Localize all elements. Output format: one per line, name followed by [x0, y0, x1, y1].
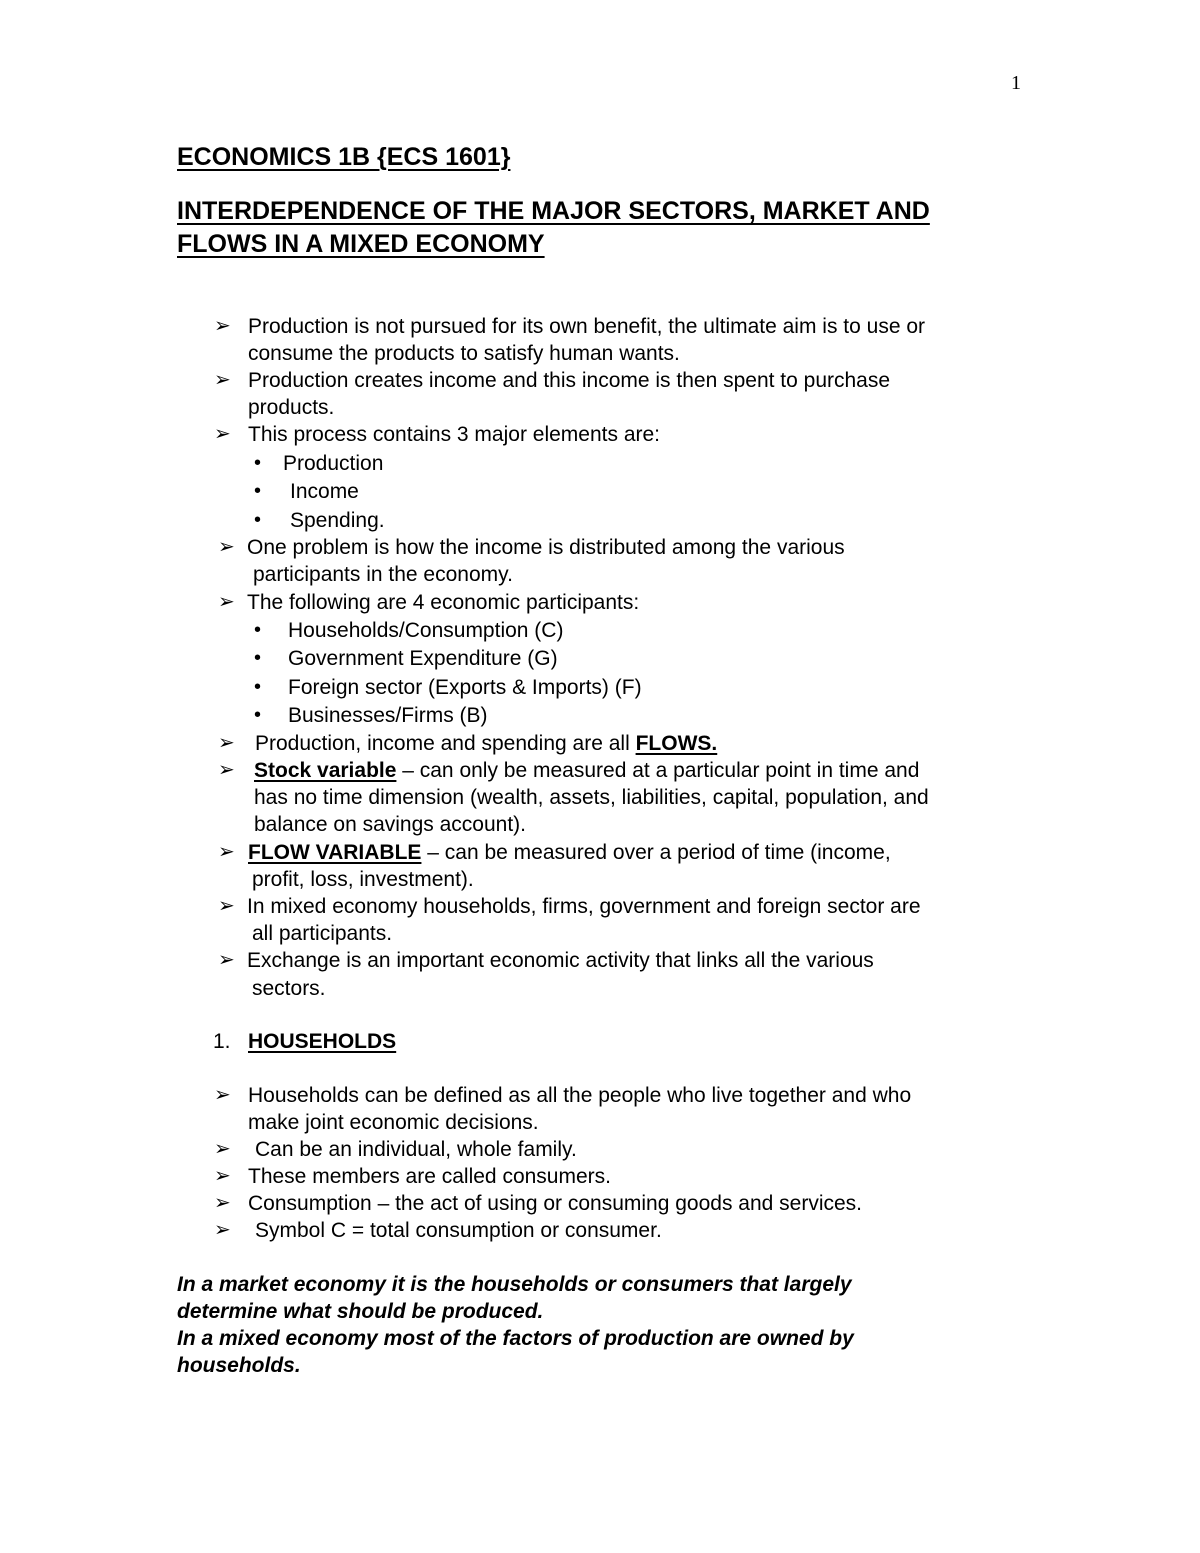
- point-text: [254, 757, 919, 784]
- stock-variable-term: Stock variable: [254, 759, 397, 782]
- list-item: Government Expenditure (G): [288, 647, 558, 670]
- list-item: Spending.: [290, 509, 385, 532]
- list-item: Businesses/Firms (B): [288, 704, 488, 727]
- arrow-bullet-icon: ➢: [218, 536, 235, 558]
- section-title-line1: INTERDEPENDENCE OF THE MAJOR SECTORS, MARKET AND: [177, 197, 930, 225]
- conclusion-line: households.: [177, 1354, 301, 1377]
- course-title: ECONOMICS 1B {ECS 1601}: [177, 143, 511, 171]
- section-title-line2: FLOWS IN A MIXED ECONOMY: [177, 230, 545, 258]
- arrow-bullet-icon: ➢: [214, 369, 231, 391]
- point-text: all participants.: [252, 922, 393, 945]
- dot-bullet-icon: •: [254, 647, 262, 669]
- dot-bullet-icon: •: [254, 676, 262, 698]
- conclusion-line: In a mixed economy most of the factors of production are owned by: [177, 1327, 854, 1350]
- point-text: has no time dimension (wealth, assets, liabilities, capital, population, and: [254, 786, 929, 809]
- point-text: consume the products to satisfy human wants.: [248, 342, 680, 365]
- list-item: Foreign sector (Exports & Imports) (F): [288, 676, 642, 699]
- flow-variable-term: FLOW VARIABLE: [248, 841, 422, 864]
- arrow-bullet-icon: ➢: [218, 732, 235, 754]
- list-item: Income: [290, 480, 359, 503]
- flows-term: FLOWS.: [635, 732, 718, 755]
- point-text: balance on savings account).: [254, 813, 527, 836]
- arrow-bullet-icon: ➢: [218, 841, 235, 863]
- point-text: Households can be defined as all the people who live together and who: [248, 1084, 912, 1107]
- arrow-bullet-icon: ➢: [218, 591, 235, 613]
- point-text: The following are 4 economic participants:: [247, 591, 640, 614]
- arrow-bullet-icon: ➢: [218, 759, 235, 781]
- arrow-bullet-icon: ➢: [218, 895, 235, 917]
- dot-bullet-icon: •: [254, 704, 262, 726]
- arrow-bullet-icon: ➢: [214, 1219, 231, 1241]
- point-text: One problem is how the income is distributed among the various: [247, 536, 845, 559]
- conclusion-line: determine what should be produced.: [177, 1300, 544, 1323]
- point-text: Production is not pursued for its own benefit, the ultimate aim is to use or: [248, 315, 926, 338]
- point-text: Exchange is an important economic activity that links all the various: [247, 949, 874, 972]
- point-text: Production creates income and this income is then spent to purchase: [248, 369, 891, 392]
- dot-bullet-icon: •: [254, 509, 262, 531]
- point-text: In mixed economy households, firms, government and foreign sector are: [247, 895, 921, 918]
- point-text-prefix: Production, income and spending are all: [255, 732, 636, 755]
- list-item: Households/Consumption (C): [288, 619, 564, 642]
- arrow-bullet-icon: ➢: [214, 1165, 231, 1187]
- conclusion-line: In a market economy it is the households or consumers that largely: [177, 1273, 852, 1296]
- dot-bullet-icon: •: [254, 480, 262, 502]
- arrow-bullet-icon: ➢: [214, 1084, 231, 1106]
- point-text: participants in the economy.: [253, 563, 513, 586]
- point-text: Symbol C = total consumption or consumer.: [255, 1219, 662, 1242]
- arrow-bullet-icon: ➢: [214, 423, 231, 445]
- arrow-bullet-icon: ➢: [214, 315, 231, 337]
- point-text: These members are called consumers.: [248, 1165, 611, 1188]
- point-text: products.: [248, 396, 335, 419]
- point-text-rest: – can only be measured at a particular point in time and: [396, 759, 920, 782]
- arrow-bullet-icon: ➢: [218, 949, 235, 971]
- point-text: sectors.: [252, 977, 326, 1000]
- point-text: This process contains 3 major elements are:: [248, 423, 661, 446]
- section-number: 1.: [213, 1030, 231, 1053]
- list-item: Production: [283, 452, 384, 475]
- page-number: 1: [1011, 72, 1021, 94]
- point-text: [248, 839, 891, 866]
- arrow-bullet-icon: ➢: [214, 1138, 231, 1160]
- point-text: Consumption – the act of using or consuming goods and services.: [248, 1192, 863, 1215]
- dot-bullet-icon: •: [254, 619, 262, 641]
- point-text: profit, loss, investment).: [252, 868, 474, 891]
- households-heading: HOUSEHOLDS: [248, 1030, 397, 1053]
- point-text: Can be an individual, whole family.: [255, 1138, 577, 1161]
- dot-bullet-icon: •: [254, 452, 262, 474]
- arrow-bullet-icon: ➢: [214, 1192, 231, 1214]
- point-text-rest: – can be measured over a period of time (income,: [421, 841, 891, 864]
- point-text: [255, 730, 717, 757]
- point-text: make joint economic decisions.: [248, 1111, 539, 1134]
